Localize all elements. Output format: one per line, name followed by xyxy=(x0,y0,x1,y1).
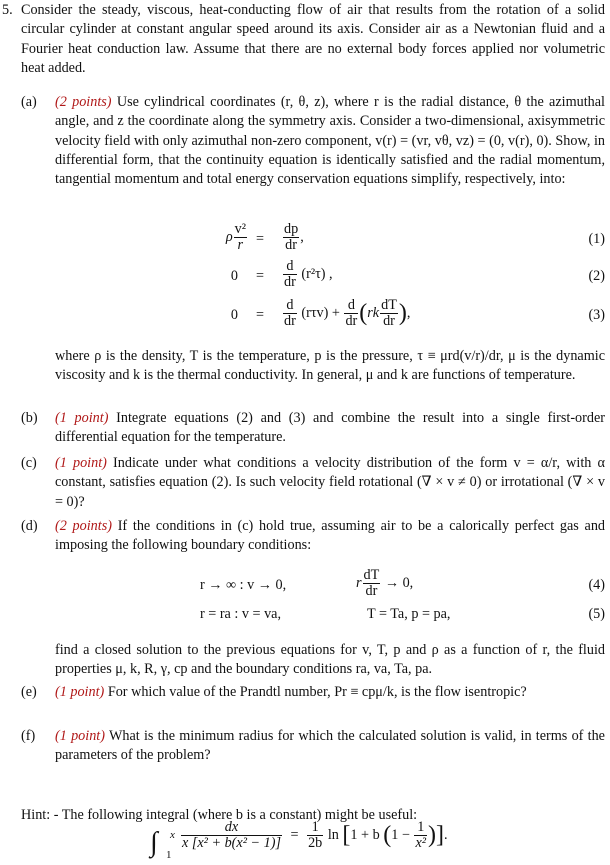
eq1-comma: , xyxy=(300,228,304,245)
problem-number: 5. xyxy=(2,2,13,18)
result-body: 1 + b xyxy=(350,826,380,843)
eq1-lhs-num: v² xyxy=(234,221,246,237)
eq3-derivative-2 xyxy=(344,298,358,329)
part-a-text-2: where ρ is the density, T is the temperature, p is the pressure, τ ≡ μrd(v/r)/dr, μ is the dynamic viscosity and k is the thermal conductivity. In general, μ and k are functions of temperature. xyxy=(55,348,605,384)
integral-formula xyxy=(180,820,448,851)
part-d-label: (d) xyxy=(21,518,38,534)
part-e-points: (1 point) xyxy=(55,684,105,700)
eq3-inner-pre: rk xyxy=(367,304,380,321)
eq1-rhs-den: dr xyxy=(285,237,297,253)
result-coef-num: 1 xyxy=(307,820,323,836)
eq3-d1-den: dr xyxy=(284,313,296,329)
part-c-text xyxy=(55,454,605,512)
integral-upper-limit: x xyxy=(170,829,175,841)
result-period: . xyxy=(444,826,448,843)
problem-intro: Consider the steady, viscous, heat-conducting flow of air that results from the rotation of a solid circular cylinder at constant angular speed around its axis. Consider air as a Newtonian fluid and a Fourier heat conduction law. Assume that there are no external body forces applied nor volumetric heat added. xyxy=(21,2,605,76)
eq3-d1-num: d xyxy=(283,298,297,314)
part-e-body: For which value of the Prandtl number, Pr ≡ cpμ/k, is the flow isentropic? xyxy=(107,684,527,700)
part-b-body: Integrate equations (2) and (3) and combine the result into a single first-order differential equation for the temperature. xyxy=(55,410,605,446)
eq3-d2-den: dr xyxy=(345,313,358,329)
eq4-right-post: → 0, xyxy=(384,574,414,591)
eq1-equals: = xyxy=(256,231,265,247)
part-a-points: (2 points) xyxy=(55,94,112,110)
eq1-rho: ρ xyxy=(225,228,233,245)
eq3-lhs: 0 xyxy=(230,307,238,323)
integral-equals: = xyxy=(290,826,299,843)
eq3-inner-num: dT xyxy=(381,297,397,313)
part-c-label: (c) xyxy=(21,455,37,471)
eq5-number: (5) xyxy=(588,606,605,622)
result-inner-fraction xyxy=(414,820,427,851)
eq2-number: (2) xyxy=(588,268,605,284)
eq4-num: dT xyxy=(363,567,380,583)
eq3-number: (3) xyxy=(588,307,605,323)
part-a-label: (a) xyxy=(21,94,37,110)
integral-lower-limit: 1 xyxy=(166,849,172,861)
integrand-fraction xyxy=(181,820,282,851)
result-paren-open: ( xyxy=(383,821,392,848)
result-bracket-open: [ xyxy=(342,821,351,848)
part-a-body: Use cylindrical coordinates (r, θ, z), where r is the radial distance, θ the azimuthal angle, and z the coordinate along the symmetry axis. Consider a two-dimensional, axisymmetric velocity field with only azimuthal non-zero component, v(r) = (vr, vθ, vz) = (0, v(r), 0). Show, in differential form, that the continuity equation is identically satisfied and the radial momentum, tangential momentum and total energy conservation equations simplify, respectively, into: xyxy=(55,94,605,188)
eq2-rhs-body: (r²τ) , xyxy=(301,265,333,282)
eq4-fraction xyxy=(363,568,381,599)
eq4-r: r xyxy=(356,574,362,591)
part-b-text xyxy=(55,409,605,448)
eq5-left: r = ra : v = va, xyxy=(200,606,282,622)
eq1-rhs-num: dp xyxy=(284,221,299,237)
eq5-right: T = Ta, p = pa, xyxy=(367,606,451,622)
eq2-derivative xyxy=(283,259,297,290)
eq4-left: r → ∞ : v → 0, xyxy=(200,577,287,593)
hint-label: Hint: xyxy=(21,807,51,823)
equation-1 xyxy=(0,222,610,256)
part-d-text-2: find a closed solution to the previous equations for v, T, p and ρ as a function of r, the fluid properties μ, k, R, γ, cp and the boundary conditions ra, va, Ta, pa. xyxy=(55,642,605,678)
eq1-number: (1) xyxy=(588,231,605,247)
integrand-num: dx xyxy=(181,820,282,836)
eq2-equals: = xyxy=(256,268,265,284)
eq3-derivative-1 xyxy=(283,298,297,329)
eq4-number: (4) xyxy=(588,577,605,593)
part-f-text xyxy=(55,727,605,766)
part-d-points: (2 points) xyxy=(55,518,112,534)
part-d-text xyxy=(55,517,605,556)
eq3-equals: = xyxy=(256,307,265,323)
eq1-rhs-fraction xyxy=(283,222,299,253)
eq2-lhs: 0 xyxy=(230,268,238,284)
part-b-label: (b) xyxy=(21,410,38,426)
integrand-den: x [x² + b(x² − 1)] xyxy=(182,835,281,851)
part-f-points: (1 point) xyxy=(55,728,105,744)
eq1-lhs-den: r xyxy=(237,237,244,253)
part-c-points: (1 point) xyxy=(55,455,107,471)
eq3-d2-num: d xyxy=(344,298,358,314)
part-b-points: (1 point) xyxy=(55,410,109,426)
part-e-text xyxy=(55,683,605,702)
hint-text: - The following integral (where b is a constant) might be useful: xyxy=(53,807,418,823)
part-e-label: (e) xyxy=(21,684,37,700)
result-frac-den: x² xyxy=(415,835,427,851)
result-bracket-close: ] xyxy=(436,821,445,848)
part-a-text xyxy=(55,93,605,189)
integral-sign: ∫ xyxy=(150,827,158,858)
eq2-d-num: d xyxy=(283,259,297,275)
eq3-mid: (rτv) + xyxy=(301,304,340,321)
part-f-body: What is the minimum radius for which the calculated solution is valid, in terms of the parameters of the problem? xyxy=(55,728,605,764)
eq3-comma: , xyxy=(406,304,411,321)
result-one-minus: 1 − xyxy=(391,826,410,843)
result-coef-den: 2b xyxy=(308,835,323,851)
result-paren-close: ) xyxy=(428,821,437,848)
result-coefficient xyxy=(307,820,323,851)
part-d-body: If the conditions in (c) hold true, assuming air to be a calorically perfect gas and imposing the following boundary conditions: xyxy=(55,518,606,554)
eq2-d-den: dr xyxy=(284,274,296,290)
eq3-inner-fraction xyxy=(380,298,398,329)
eq3-inner-den: dr xyxy=(383,313,395,329)
equation-3: 0 = $\frac{d}{dr}$ (rτv) + $\frac{d}{dr}$ (rk $\frac{dT}{dr}$ ), (3) xyxy=(0,298,610,332)
result-frac-num: 1 xyxy=(414,820,427,836)
result-ln: ln xyxy=(327,826,339,843)
eq4-den: dr xyxy=(365,583,378,599)
part-f-label: (f) xyxy=(21,728,36,744)
eq1-lhs-fraction xyxy=(234,222,247,253)
equation-2 xyxy=(0,259,610,293)
part-c-body: Indicate under what conditions a velocity distribution of the form v = α/r, with α constant, satisfies equation (2). Is such velocity field rotational (∇ × v ≠ 0) or irrotational (∇ × v = 0)? xyxy=(55,455,605,510)
equation-5 xyxy=(0,597,610,631)
